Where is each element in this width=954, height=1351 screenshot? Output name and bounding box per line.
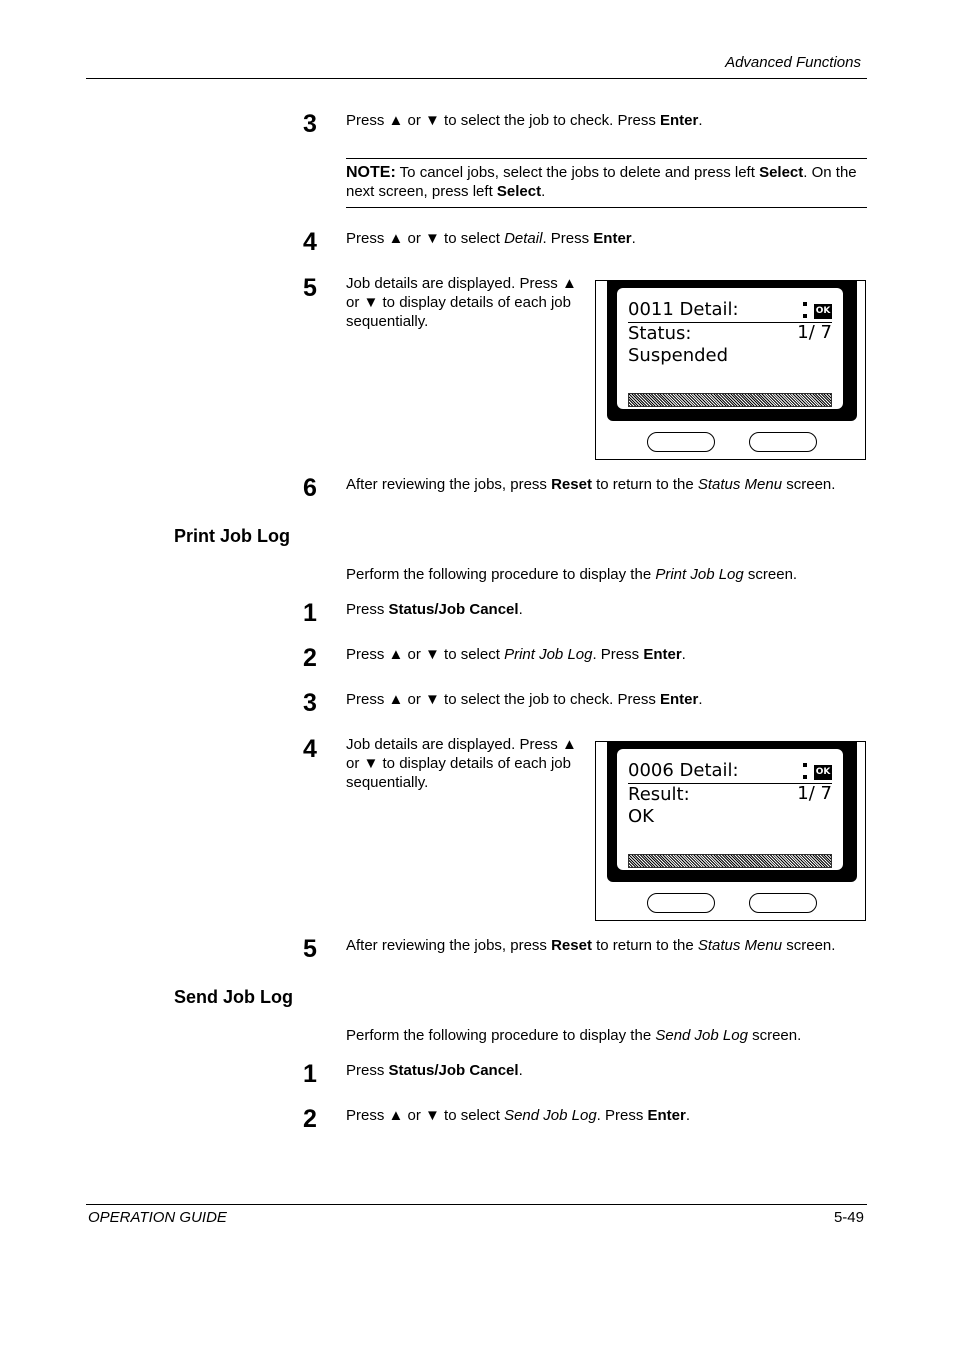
lcd-line-3: Suspended (628, 345, 729, 366)
lcd-screen (617, 288, 843, 409)
section-intro: Perform the following procedure to display the Print Job Log screen. (346, 566, 798, 583)
note-box: NOTE: To cancel jobs, select the jobs to delete and press left Select. On the next screen, press left Select. (346, 164, 857, 200)
lcd-line-2: Result: (628, 783, 832, 806)
lcd-bezel (607, 741, 857, 882)
lcd-line-3: OK (628, 806, 654, 827)
lcd-status-bar (628, 393, 832, 407)
ok-icon: OK (814, 765, 832, 780)
step-text: Job details are displayed. Press ▲ or ▼ to display details of each job sequentially. (346, 275, 577, 330)
step-text: After reviewing the jobs, press Reset to return to the Status Menu screen. (346, 476, 836, 493)
step-number: 1 (303, 599, 317, 627)
step-text: Press ▲ or ▼ to select Detail. Press Enter. (346, 230, 636, 247)
step-text: Press Status/Job Cancel. (346, 1062, 523, 1079)
section-heading-send-job-log: Send Job Log (174, 987, 293, 1007)
step-number: 5 (303, 274, 317, 302)
step-number: 4 (303, 735, 317, 763)
section-intro: Perform the following procedure to display the Send Job Log screen. (346, 1027, 802, 1044)
note-label: NOTE: (346, 164, 396, 181)
lcd-page-indicator: 1/ 7 (797, 322, 832, 343)
up-down-arrows-icon (802, 301, 808, 321)
step-number: 4 (303, 228, 317, 256)
note-rule-bottom (346, 207, 867, 208)
lcd-line-2: Status: (628, 322, 832, 345)
lcd-screen (617, 749, 843, 870)
footer-page-number: 5-49 (833, 1209, 864, 1226)
step-text: After reviewing the jobs, press Reset to return to the Status Menu screen. (346, 937, 836, 954)
step-number: 1 (303, 1060, 317, 1088)
step-text: Press ▲ or ▼ to select Print Job Log. Press Enter. (346, 646, 686, 663)
step-text: Press ▲ or ▼ to select the job to check. Press Enter. (346, 112, 703, 129)
right-select-key[interactable] (749, 893, 817, 913)
lcd-panel-illustration (595, 741, 866, 921)
step-number: 2 (303, 1105, 317, 1133)
header-section-title: Advanced Functions (725, 54, 861, 71)
step-text: Job details are displayed. Press ▲ or ▼ to display details of each job sequentially. (346, 736, 577, 791)
footer-guide-title: OPERATION GUIDE (88, 1209, 227, 1226)
up-down-arrows-icon (802, 762, 808, 782)
right-select-key[interactable] (749, 432, 817, 452)
ok-icon: OK (814, 304, 832, 319)
lcd-page-indicator: 1/ 7 (797, 783, 832, 804)
step-number: 3 (303, 689, 317, 717)
header-rule (86, 78, 867, 79)
step-text: Press Status/Job Cancel. (346, 601, 523, 618)
left-select-key[interactable] (647, 432, 715, 452)
step-number: 3 (303, 110, 317, 138)
lcd-status-bar (628, 854, 832, 868)
lcd-line-1: 0006 Detail: (628, 760, 739, 781)
note-rule-top (346, 158, 867, 159)
left-select-key[interactable] (647, 893, 715, 913)
step-number: 5 (303, 935, 317, 963)
lcd-bezel (607, 280, 857, 421)
footer-rule (86, 1204, 867, 1205)
step-text: Press ▲ or ▼ to select the job to check. Press Enter. (346, 691, 703, 708)
lcd-line-1: 0011 Detail: (628, 299, 739, 320)
step-number: 6 (303, 474, 317, 502)
section-heading-print-job-log: Print Job Log (174, 526, 290, 546)
step-text: Press ▲ or ▼ to select Send Job Log. Press Enter. (346, 1107, 691, 1124)
step-number: 2 (303, 644, 317, 672)
lcd-panel-illustration (595, 280, 866, 460)
